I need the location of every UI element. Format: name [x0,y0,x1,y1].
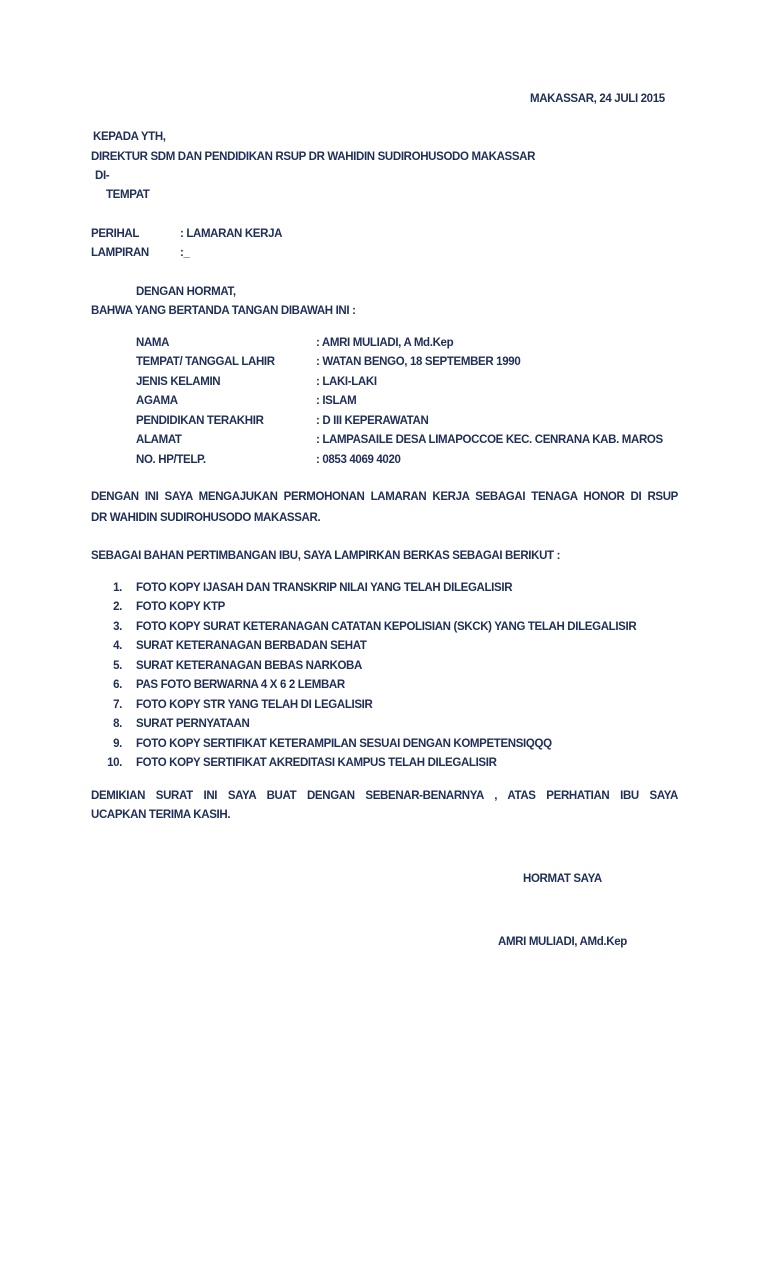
greeting: DENGAN HORMAT, [136,286,236,298]
application-line-2: DR WAHIDIN SUDIROHUSODO MAKASSAR. [91,512,321,524]
list-item-number: 3. [113,621,122,633]
signature-salutation: HORMAT SAYA [523,873,602,885]
list-item-text: FOTO KOPY KTP [136,601,225,613]
application-line-1: DENGAN INI SAYA MENGAJUKAN PERMOHONAN LAMARAN KERJA SEBAGAI TENAGA HONOR DI RSUP [91,491,678,503]
list-item-text: FOTO KOPY IJASAH DAN TRANSKRIP NILAI YANG TELAH DILEGALISIR [136,582,513,594]
identity-value: : 0853 4069 4020 [316,454,401,466]
letter-date: MAKASSAR, 24 JULI 2015 [530,93,665,105]
perihal-label: PERIHAL [91,228,140,240]
list-item-text: SURAT PERNYATAAN [136,718,250,730]
list-item-text: FOTO KOPY STR YANG TELAH DI LEGALISIR [136,699,373,711]
identity-label: NO. HP/TELP. [136,454,206,466]
list-item-number: 6. [113,679,122,691]
list-item-number: 9. [113,738,122,750]
list-item-text: FOTO KOPY SURAT KETERANAGAN CATATAN KEPOLISIAN (SKCK) YANG TELAH DILEGALISIR [136,621,637,633]
list-item-number: 2. [113,601,122,613]
identity-value: : AMRI MULIADI, A Md.Kep [316,337,454,349]
identity-label: NAMA [136,337,170,349]
list-item-number: 8. [113,718,122,730]
identity-value: : LAMPASAILE DESA LIMAPOCCOE KEC. CENRANA KAB. MAROS [316,434,663,446]
recipient-title: DIREKTUR SDM DAN PENDIDIKAN RSUP DR WAHIDIN SUDIROHUSODO MAKASSAR [91,151,536,163]
identity-label: TEMPAT/ TANGGAL LAHIR [136,356,275,368]
lampiran-label: LAMPIRAN [91,247,149,259]
attachments-intro: SEBAGAI BAHAN PERTIMBANGAN IBU, SAYA LAMPIRKAN BERKAS SEBAGAI BERIKUT : [91,550,561,562]
signature-name: AMRI MULIADI, AMd.Kep [498,936,627,948]
recipient-di: DI- [95,170,110,182]
identity-label: JENIS KELAMIN [136,376,221,388]
recipient-greeting: KEPADA YTH, [93,131,166,143]
list-item-number: 5. [113,660,122,672]
list-item-text: SURAT KETERANAGAN BEBAS NARKOBA [136,660,362,672]
list-item-number: 1. [113,582,122,594]
list-item-number: 10. [107,757,122,769]
recipient-place: TEMPAT [106,189,150,201]
closing-line-1: DEMIKIAN SURAT INI SAYA BUAT DENGAN SEBENAR-BENARNYA , ATAS PERHATIAN IBU SAYA [91,790,678,802]
identity-label: AGAMA [136,395,178,407]
perihal-value: : LAMARAN KERJA [180,228,283,240]
identity-label: PENDIDIKAN TERAKHIR [136,415,264,427]
list-item-number: 4. [113,640,122,652]
list-item-text: FOTO KOPY SERTIFIKAT AKREDITASI KAMPUS TELAH DILEGALISIR [136,757,497,769]
lampiran-value: :_ [180,247,190,259]
closing-line-2: UCAPKAN TERIMA KASIH. [91,809,231,821]
identity-value: : D III KEPERAWATAN [316,415,429,427]
list-item-number: 7. [113,699,122,711]
list-item-text: SURAT KETERANAGAN BERBADAN SEHAT [136,640,367,652]
list-item-text: PAS FOTO BERWARNA 4 X 6 2 LEMBAR [136,679,345,691]
identity-value: : ISLAM [316,395,357,407]
identity-value: : WATAN BENGO, 18 SEPTEMBER 1990 [316,356,521,368]
list-item-text: FOTO KOPY SERTIFIKAT KETERAMPILAN SESUAI DENGAN KOMPETENSIQQQ [136,738,552,750]
identity-label: ALAMAT [136,434,182,446]
intro-line: BAHWA YANG BERTANDA TANGAN DIBAWAH INI : [91,305,356,317]
identity-value: : LAKI-LAKI [316,376,377,388]
